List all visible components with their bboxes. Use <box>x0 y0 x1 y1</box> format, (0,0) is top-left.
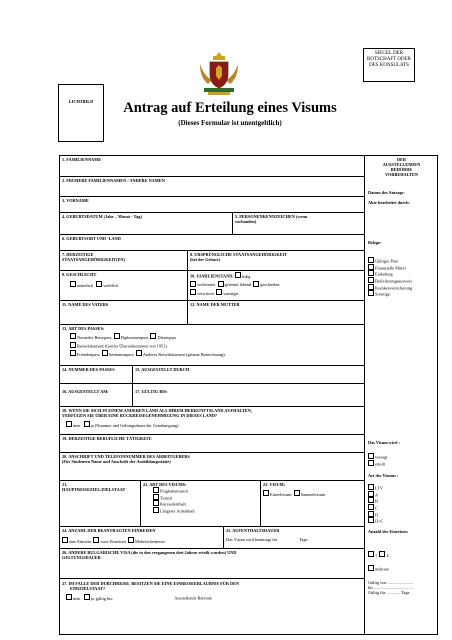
checkbox-icon <box>153 500 159 506</box>
status-separated-option[interactable] <box>218 282 252 287</box>
option-label: ledig <box>241 273 251 279</box>
field-label: 1. FAMILIENNAME <box>62 157 102 162</box>
attachment-label: Finanzielle Mittel <box>375 265 406 271</box>
checkbox-icon <box>102 350 108 356</box>
photo-label: LICHTBILD <box>68 99 94 104</box>
sidebar-entries <box>368 551 388 558</box>
option-label: Fremdenpass <box>77 351 100 357</box>
sidebar-header-line: DER <box>396 157 407 162</box>
checkbox-icon <box>93 537 99 543</box>
field-label: 25. AUFENTHALTSDAUER <box>226 528 280 533</box>
transit-permit-yes-option[interactable] <box>84 596 114 601</box>
checkbox-icon <box>368 565 374 571</box>
office-use-sidebar <box>364 156 438 634</box>
field-sex <box>60 271 187 300</box>
sidebar-header-line: VORBEHALTEN <box>385 172 418 178</box>
return-permit-no-option[interactable] <box>66 423 80 428</box>
page-subtitle: (Dieses Formular ist unentgeltlich) <box>178 119 282 127</box>
option-label: getrennt lebend <box>224 282 252 288</box>
attachment-item[interactable] <box>368 264 435 271</box>
passport-normal-option[interactable] <box>70 335 111 340</box>
field-mother-name[interactable] <box>187 301 364 324</box>
checkbox-icon <box>368 290 374 296</box>
visa-decision-label: erteilt <box>375 461 386 467</box>
field-label: STAATSANGEHÖRIGKEIT(EN) <box>62 257 125 263</box>
checkbox-icon <box>190 289 196 295</box>
checkbox-icon <box>66 421 72 427</box>
field-label: 14. NUMMER DES PASSES <box>62 367 115 372</box>
field-label: 5. PERSONENKENNZEICHEN (wenn <box>235 214 308 219</box>
field-label: 8. URSPRÜNGLICHE STAATSANGEHÖRIGKEIT <box>190 252 288 257</box>
checkbox-icon <box>368 484 374 490</box>
row-nationality <box>60 250 364 270</box>
status-married-option[interactable] <box>190 282 215 287</box>
field-employer[interactable] <box>60 452 364 480</box>
valid-from[interactable]: Gültig von ......................... <box>368 580 415 585</box>
row-destination <box>60 480 364 526</box>
checkbox-icon <box>368 517 374 523</box>
checkbox-icon <box>368 264 374 270</box>
option-label: Mehrfacheinreise <box>135 538 166 544</box>
checkbox-icon <box>136 350 142 356</box>
visa-type-option[interactable] <box>153 487 258 494</box>
checkbox-icon <box>114 333 120 339</box>
option-label: Flughafentransit <box>160 488 189 494</box>
field-label: 9. GESCHLECHT <box>62 272 97 277</box>
entries-multiple[interactable] <box>368 565 389 572</box>
valid-days[interactable]: Gültig für: ............ Tage <box>368 590 410 596</box>
sidebar-attachments-list <box>368 257 435 297</box>
field-label-line: GELTUNGSDAUER <box>62 555 101 561</box>
checkbox-icon <box>368 453 374 459</box>
field-passport-number[interactable] <box>60 366 132 383</box>
option-label: ja (Nummer und Geltungsdauer der Genehmigung) <box>90 422 179 428</box>
attachment-item[interactable] <box>368 284 435 291</box>
checkbox-icon <box>84 421 90 427</box>
option-label: männlich <box>77 282 93 288</box>
option-label: Kurzaufenthalt <box>160 501 186 507</box>
passport-alien-option[interactable] <box>70 352 100 357</box>
attachment-label: Gültiger Pass <box>375 258 399 264</box>
attachment-label: Beförderungsausweis <box>375 278 412 284</box>
checkbox-icon <box>368 497 374 503</box>
field-label <box>60 453 192 480</box>
attachment-label: Krankenversicherung <box>375 285 412 291</box>
return-permit-yes-option[interactable] <box>84 423 179 428</box>
entries-one-option[interactable] <box>62 539 91 544</box>
sidebar-visa-header: Das Visum wird : <box>368 440 400 445</box>
coat-of-arms-icon <box>196 50 242 96</box>
field-label: 21. <box>62 482 68 487</box>
stay-duration-unit: Tage <box>299 537 308 543</box>
visa-type-label: B <box>375 498 378 504</box>
sidebar-processed-label: Akte bearbeitet durch: <box>368 199 410 205</box>
visa-type-label: D+C <box>375 518 384 524</box>
field-label: 18. WENN SIE SICH IN EINEM ANDEREN LAND ALS IHREM HERKUNFTSLAND AUFHALTEN, <box>62 408 252 413</box>
checkbox-icon <box>128 537 134 543</box>
field-occupation[interactable] <box>60 434 364 452</box>
checkbox-icon <box>62 537 68 543</box>
option-label: Normaler Reisepass <box>77 334 112 340</box>
option-label: Seemannspass <box>108 351 134 357</box>
field-entries-requested <box>60 527 223 548</box>
passport-geneva-option[interactable] <box>70 342 362 349</box>
option-label: Sammelvisum <box>300 491 326 497</box>
option-label: eine Einreise <box>69 538 92 544</box>
field-issue-date[interactable] <box>60 384 132 406</box>
field-label-line: 20. ANSCHRIFT UND TELEFONNUMMER DES ARBEITGEBERS <box>62 454 190 459</box>
entries-label: 1 <box>375 552 378 558</box>
checkbox-icon <box>70 350 76 356</box>
field-current-nationality[interactable] <box>60 251 187 270</box>
visa-collective-option[interactable] <box>294 492 326 497</box>
field-label: 23. VISUM: <box>263 482 286 487</box>
entries-multiple-label: mehrere <box>375 566 390 572</box>
field-label: 4. GEBURTSDATUM (Jahr – Monat - Tag) <box>62 214 142 219</box>
visa-type-item[interactable] <box>368 497 383 504</box>
option-label: geschieden <box>260 282 280 288</box>
row-passport-number <box>60 365 364 383</box>
option-label: verwitwet <box>197 290 215 296</box>
sidebar-date-label: Datum des Antrags: <box>368 189 405 195</box>
field-label: 7. DERZEITIGE <box>62 252 94 257</box>
checkbox-icon <box>368 277 374 283</box>
seal-box <box>363 48 415 82</box>
visa-single-option[interactable] <box>263 492 291 497</box>
field-stay-duration[interactable] <box>223 527 364 548</box>
visa-decision-label: versagt <box>375 454 388 460</box>
checkbox-icon <box>218 281 224 287</box>
visa-type-item[interactable] <box>368 511 383 518</box>
checkbox-icon <box>253 281 259 287</box>
sex-male-option[interactable] <box>70 283 93 288</box>
visa-type-item[interactable] <box>368 517 383 524</box>
seal-line-3: DES KONSULATS <box>369 63 409 68</box>
checkbox-icon <box>96 281 102 287</box>
field-label: (bei der Geburt) <box>190 257 220 263</box>
issuing-authority-label: Ausstellende Behörde <box>174 595 213 601</box>
field-visa-type <box>140 481 260 526</box>
checkbox-icon <box>153 507 159 513</box>
entries-label: 2 <box>386 552 389 558</box>
attachment-item[interactable] <box>368 270 435 277</box>
row-birth-date <box>60 212 364 234</box>
attachment-item[interactable] <box>368 277 435 284</box>
field-label: 3. VORNAME <box>62 198 89 203</box>
visa-type-label: LTV <box>375 485 383 491</box>
visa-type-label: A <box>375 492 379 498</box>
option-label: sonstiger <box>223 290 239 296</box>
passport-other-option[interactable] <box>136 352 226 357</box>
stay-duration-text: Das Visum wird benutragt für <box>226 537 278 543</box>
option-label: Längerer Aufenthalt <box>160 508 195 514</box>
field-former-names[interactable] <box>60 176 364 196</box>
checkbox-icon <box>263 490 269 496</box>
checkbox-icon <box>70 333 76 339</box>
visa-type-option[interactable] <box>153 507 258 514</box>
visa-decision-item[interactable] <box>368 460 387 467</box>
visa-type-item[interactable] <box>368 504 383 511</box>
field-marital-status <box>187 271 364 300</box>
application-form <box>59 155 438 635</box>
checkbox-icon <box>368 511 374 517</box>
valid-to[interactable]: bis ..................................... <box>368 585 414 591</box>
checkbox-icon <box>368 257 374 263</box>
field-first-name[interactable] <box>60 196 364 212</box>
checkbox-icon <box>368 504 374 510</box>
field-passport-type <box>60 324 364 365</box>
entries-two-option[interactable] <box>93 539 125 544</box>
checkbox-icon <box>368 284 374 290</box>
row-sex-status <box>60 270 364 300</box>
visa-decision-item[interactable] <box>368 453 387 460</box>
checkbox-icon <box>216 289 222 295</box>
sex-female-option[interactable] <box>96 283 118 288</box>
option-label: Reisedokument (Genfer Übereinkommen von 1951) <box>77 343 167 349</box>
field-label: 2. FRÜHERE FAMILIENNAMEN / ANDERE NAMEN <box>62 178 165 183</box>
row-entries <box>60 526 364 548</box>
sidebar-visa-decision <box>368 453 387 466</box>
status-widowed-option[interactable] <box>190 291 214 296</box>
field-label: 27. IM FALLE DER DURCHREISE, BESITZEN SIE EINE EINREISEERLAUBNIS FÜR DEN <box>62 581 240 586</box>
field-valid-until[interactable] <box>132 384 364 406</box>
checkbox-icon <box>70 281 76 287</box>
sidebar-header-line: BEHÖRDE <box>390 167 413 173</box>
transit-permit-no-option[interactable] <box>66 596 80 601</box>
checkbox-icon <box>368 551 374 557</box>
checkbox-icon <box>368 270 374 276</box>
passport-seaman-option[interactable] <box>102 352 134 357</box>
sidebar-attachments-label: Belege: <box>368 239 382 245</box>
checkbox-icon <box>294 490 300 496</box>
option-label: Transit <box>160 495 173 501</box>
seal-line-2: BOTSCHAFT ODER <box>367 57 411 62</box>
field-label: 22. ART DES VISUMS: <box>143 482 187 487</box>
field-main-destination[interactable] <box>60 481 140 526</box>
field-original-nationality[interactable] <box>187 251 364 270</box>
entries-multiple-option[interactable] <box>128 539 165 544</box>
checkbox-icon <box>368 491 374 497</box>
visa-type-item[interactable] <box>368 491 383 498</box>
visa-type-label: C <box>375 505 378 511</box>
field-return-permit <box>60 406 364 434</box>
option-label: nein <box>73 422 81 428</box>
field-personal-id[interactable] <box>232 213 364 234</box>
form-fields <box>60 156 364 634</box>
attachment-label: Einladung <box>375 271 393 277</box>
field-label-line: (Für Studenten Name und Anschrift der Ausbildungsstätte) <box>62 459 171 465</box>
field-label: 12. NAME DER MUTTER <box>190 302 240 307</box>
option-label: verheiratet <box>197 282 216 288</box>
sidebar-entries-header: Anzahl der Einreisen: <box>368 529 409 534</box>
sidebar-validity <box>368 580 414 595</box>
field-transit-permit <box>60 578 364 634</box>
checkbox-icon <box>70 342 76 348</box>
field-label: 10. FAMILIENSTAND: <box>190 273 234 279</box>
status-other-option[interactable] <box>216 291 239 296</box>
option-label: Dienstpass <box>157 334 177 340</box>
row-passport-dates <box>60 383 364 406</box>
field-label <box>60 549 238 578</box>
field-label: 24. ANZAHL DER BEANTRAGTEN EINREISEN <box>62 528 156 533</box>
row-parents <box>60 300 364 324</box>
option-label: weiblich <box>103 282 119 288</box>
option-label: ja, gültig bis: <box>90 595 114 601</box>
sidebar-visa-type-header: Art des Visums : <box>368 473 399 478</box>
field-label: ENDZIELSTAAT? <box>70 586 106 592</box>
visa-type-option[interactable] <box>153 500 258 507</box>
checkbox-icon <box>379 551 385 557</box>
sidebar-visa-types <box>368 484 383 524</box>
field-label: 11. NAME DES VATERS <box>62 302 109 307</box>
seal-line-1: SIEGEL DER <box>374 51 404 56</box>
attachment-item[interactable] <box>368 257 435 264</box>
field-label: 13. ART DES PASSES: <box>62 326 105 331</box>
field-label: vorhanden) <box>235 219 257 225</box>
field-label: 16. AUSGESTELLT AM: <box>62 389 109 394</box>
passport-diplomatic-option[interactable] <box>114 335 149 340</box>
field-label: 19. DERZEITIGE BERUFLICHE TÄTIGKEIT: <box>62 436 152 441</box>
status-divorced-option[interactable] <box>253 282 279 287</box>
checkbox-icon <box>153 494 159 500</box>
entries-item[interactable] <box>379 553 388 558</box>
status-single-option[interactable] <box>235 274 251 279</box>
checkbox-icon <box>150 333 156 339</box>
sidebar-header-line: AUSSTELLENDEN <box>382 162 421 168</box>
field-label: 15. AUSGESTELLT DURCH <box>135 367 190 372</box>
attachment-item[interactable] <box>368 290 435 297</box>
sidebar-header <box>368 157 435 178</box>
checkbox-icon <box>153 487 159 493</box>
field-label: 17. GÜLTIG BIS: <box>135 389 168 394</box>
field-label: HAUPTREISEZIEL/ZIELSTAAT <box>62 487 126 493</box>
checkbox-icon <box>235 272 241 278</box>
field-family-name[interactable] <box>60 156 364 176</box>
checkbox-icon <box>190 281 196 287</box>
field-label: VERFÜGEN SIE ÜBER EINE RÜCKREISEGENEHMIGUNG IN DIESES LAND? <box>62 413 218 419</box>
option-label: Einzelvisum <box>270 491 292 497</box>
page-title: Antrag auf Erteilung eines Visums <box>123 100 337 116</box>
field-birth-date[interactable] <box>60 213 232 234</box>
option-label: Anderes Reisedokument (genaue Bezeichnung): <box>142 351 226 357</box>
field-other-visas[interactable] <box>60 548 364 578</box>
visa-type-item[interactable] <box>368 484 383 491</box>
option-label: zwei Einreisen <box>100 538 126 544</box>
entries-item[interactable] <box>368 553 377 558</box>
checkbox-icon <box>66 594 72 600</box>
photo-box <box>58 84 104 142</box>
option-label: Diplomatenpass <box>120 334 149 340</box>
option-label: nein <box>73 595 81 601</box>
field-birth-place[interactable] <box>60 234 364 250</box>
field-label-line: 26. ANDERE BULGARISCHE VISA (die in den vergangenen drei Jahren erteilt wurden) UND <box>62 550 237 555</box>
visa-type-option[interactable] <box>153 494 258 501</box>
attachment-label: Sonstige: <box>375 291 391 297</box>
field-visa-kind <box>260 481 364 526</box>
field-father-name[interactable] <box>60 301 187 324</box>
checkbox-icon <box>368 460 374 466</box>
checkbox-icon <box>84 594 90 600</box>
field-label: 6. GEBURTSORT UND -LAND <box>62 236 121 241</box>
field-issued-by[interactable] <box>132 366 364 383</box>
visa-type-label: D <box>375 512 379 518</box>
passport-service-option[interactable] <box>150 335 176 340</box>
